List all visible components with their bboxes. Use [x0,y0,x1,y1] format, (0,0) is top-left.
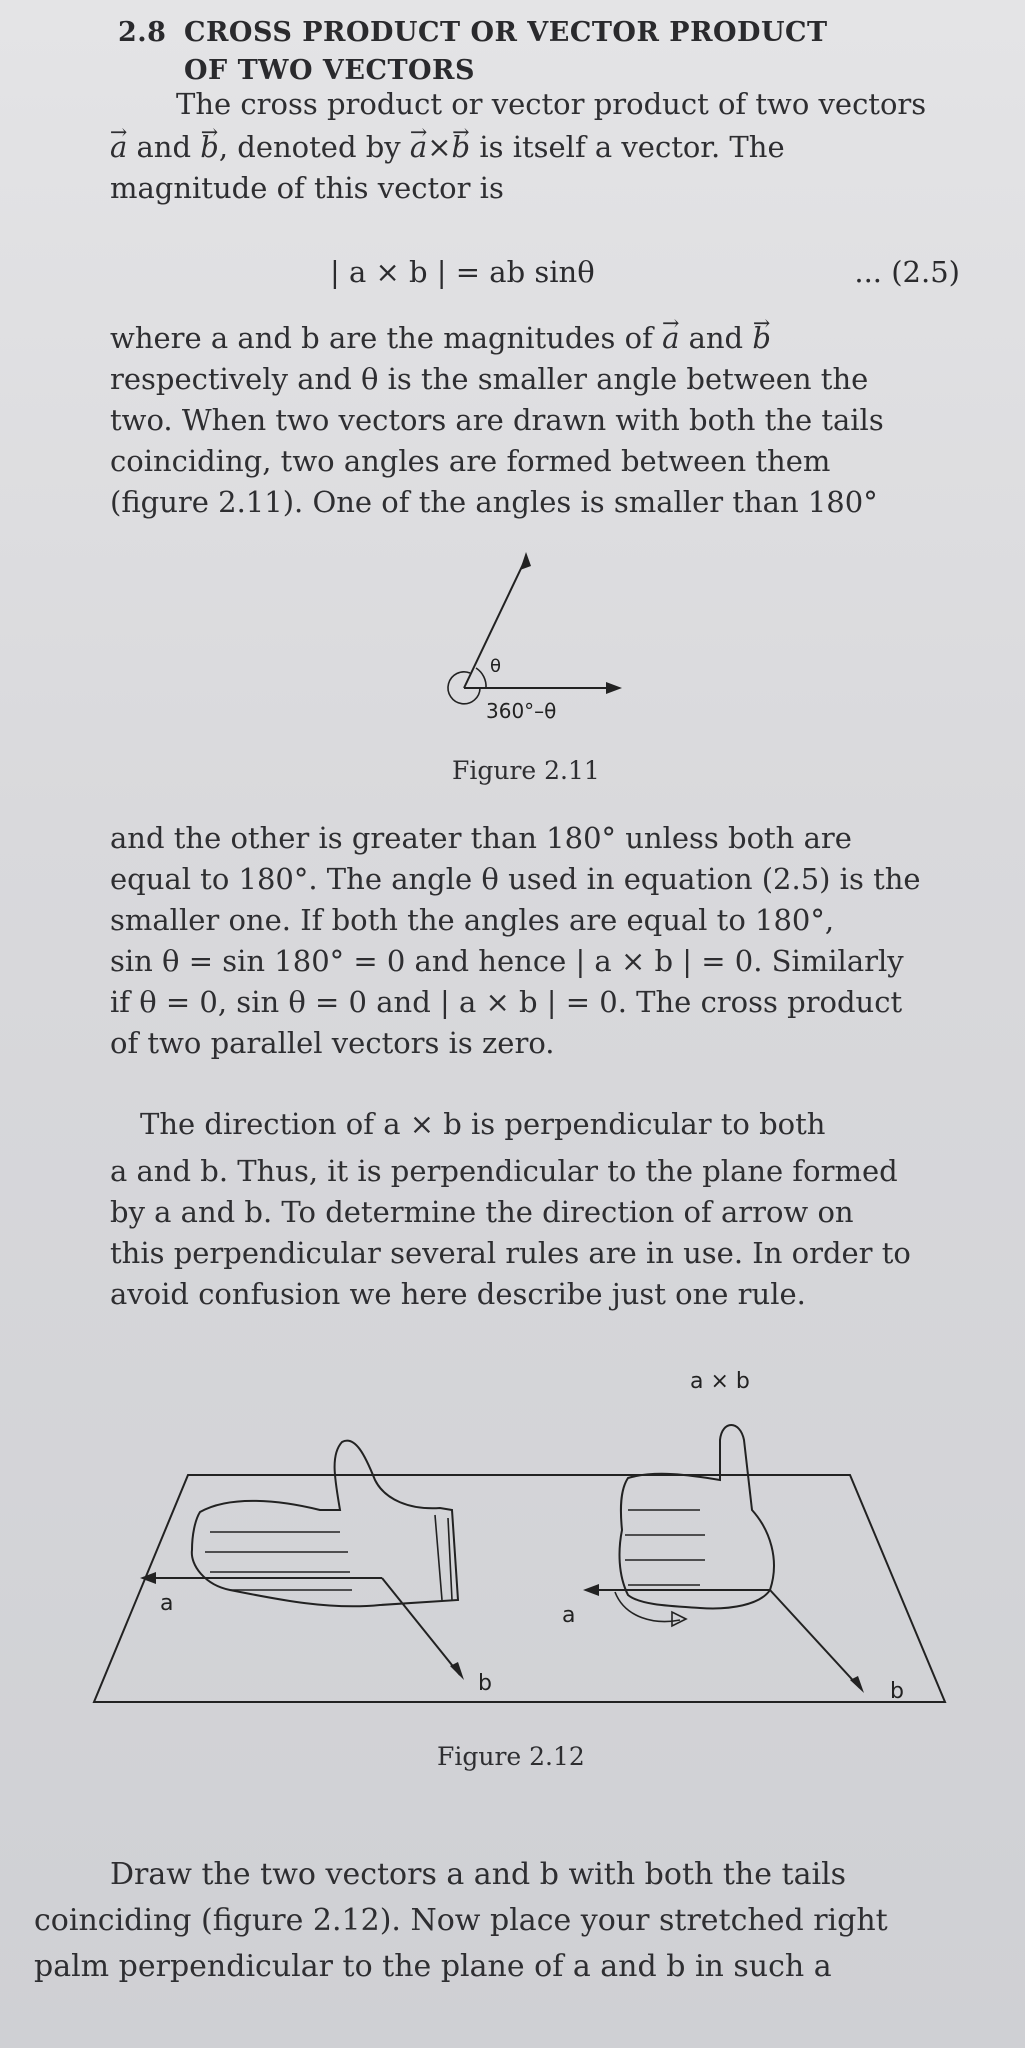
p3-line2: equal to 180°. The angle θ used in equation (2.5) is the [110,862,921,896]
vector-a-arrowhead [520,552,531,570]
section-title-line1: CROSS PRODUCT OR VECTOR PRODUCT [184,17,828,48]
paragraph-1-line2: → a and → b, denoted by → a×→ b is itself a vector. The [110,127,970,168]
right-vector-b [770,1590,860,1688]
p1-line2-and: and [136,130,192,164]
vector-b-symbol: → b [200,127,219,168]
right-label-a: a [562,1603,576,1628]
p3-line5: if θ = 0, sin θ = 0 and | a × b | = 0. The cross product [110,985,903,1019]
p3-line3: smaller one. If both the angles are equal to 180°, [110,903,835,937]
paragraph-3 [110,818,970,1064]
section-title-line2: OF TWO VECTORS [184,55,475,86]
vector-a-symbol: → a [410,127,427,168]
p1-line2-denoted: , denoted by [218,130,401,164]
paragraph-5-cont [34,1898,994,1990]
vector-b-symbol: → b [752,318,771,359]
figure-2-12-diagram [80,1360,960,1720]
right-vector-a-arrowhead [583,1584,599,1596]
p2-line1 [110,318,970,359]
p3-line1: and the other is greater than 180° unless both are [110,821,852,855]
p3-line4: sin θ = sin 180° = 0 and hence | a × b | = 0. Similarly [110,944,904,978]
paragraph-4 [110,1104,970,1145]
right-fist-outline [620,1425,774,1608]
p5-line2: coinciding (figure 2.12). Now place your stretched right [34,1903,888,1938]
p2-line1-text: where a and b are the magnitudes of [110,321,653,355]
vector-a-symbol: → a [110,127,127,168]
left-vector-b [382,1578,460,1675]
p4-line4: this perpendicular several rules are in use. In order to [110,1236,911,1270]
vector-b-arrowhead [606,682,622,694]
p4-line3: by a and b. To determine the direction of arrow on [110,1195,854,1229]
figure-2-11-diagram [420,540,640,740]
p5-line1: Draw the two vectors a and b with both the tails [110,1857,847,1892]
section-heading [118,14,978,90]
p2-line4: coinciding, two angles are formed between them [110,444,831,478]
vector-a-symbol: → a [662,318,679,359]
left-label-b: b [478,1671,492,1696]
paragraph-4-cont [110,1151,970,1315]
p4-line2: a and b. Thus, it is perpendicular to the plane formed [110,1154,898,1188]
right-label-b: b [890,1679,904,1704]
equation-2-5 [330,252,970,293]
left-label-a: a [160,1591,174,1616]
p4-line1: The direction of a × b is perpendicular to both [140,1107,826,1141]
equation-body: | a × b | = ab sinθ [330,255,595,289]
paragraph-1 [110,84,970,125]
axb-label: a × b [690,1369,750,1394]
equation-number: ... (2.5) [854,255,960,289]
p3-line6: of two parallel vectors is zero. [110,1026,555,1060]
p2-line2: respectively and θ is the smaller angle between the [110,362,869,396]
section-number: 2.8 [118,17,167,48]
vector-b-symbol: → b [452,127,471,168]
left-hand-outline [192,1441,458,1607]
right-fist-fingers [625,1510,705,1585]
p5-line3: palm perpendicular to the plane of a and b in such a [34,1949,832,1984]
paragraph-2 [110,318,970,523]
paragraph-1-line3 [110,168,970,209]
p2-line3: two. When two vectors are drawn with both the tails [110,403,884,437]
p2-line1-and: and [688,321,744,355]
p1-line1: The cross product or vector product of two vectors [176,87,927,121]
figure-2-12-caption: Figure 2.12 [437,1742,585,1771]
p1-line2-rest: is itself a vector. The [479,130,785,164]
small-angle-arc [476,668,486,688]
curl-arrowhead [672,1612,686,1626]
paragraph-5 [74,1852,994,1898]
left-hand-fingers [205,1515,452,1600]
p1-line3: magnitude of this vector is [110,171,504,205]
theta-label: θ [490,656,502,677]
p2-line5: (figure 2.11). One of the angles is smaller than 180° [110,485,878,519]
outer-angle-label: 360°–θ [486,699,557,723]
p4-line5: avoid confusion we here describe just one rule. [110,1277,806,1311]
figure-2-11-caption: Figure 2.11 [452,756,600,785]
